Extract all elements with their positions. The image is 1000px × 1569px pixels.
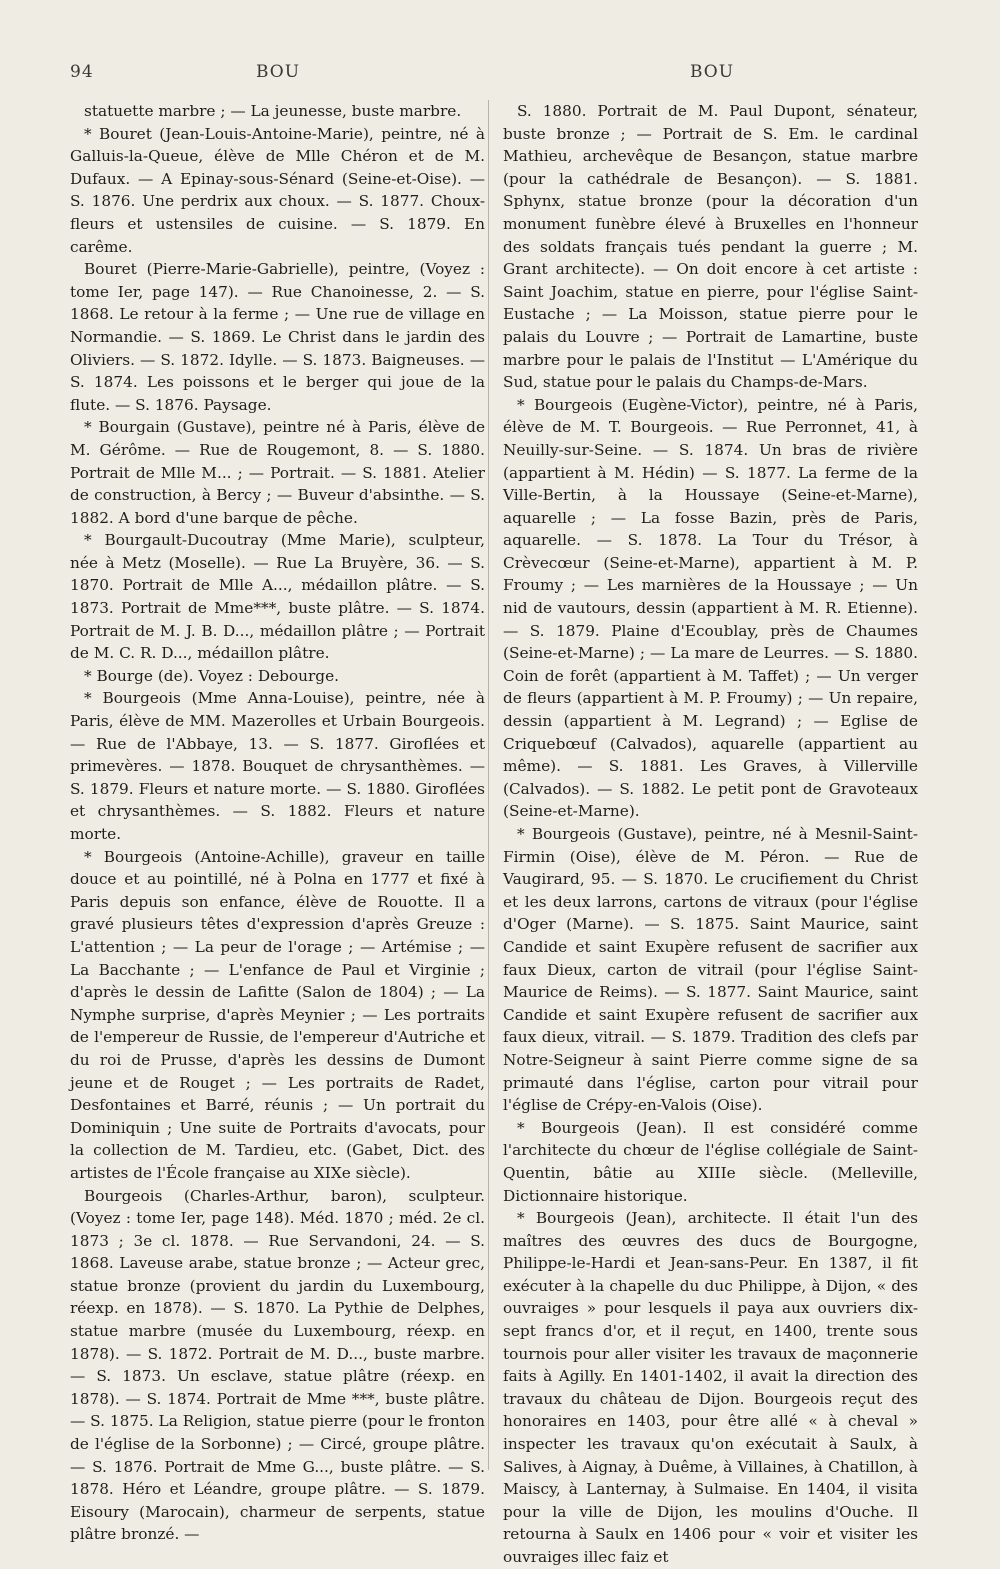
- entry-bourgeois-jean-2: * Bourgeois (Jean), architecte. Il était l'un des maîtres des œuvres des ducs de Bourgogne, Philippe-le-Hardi et Jean-sans-Peur. En 1387, il fit exécuter à la chapelle du duc Philippe, à Dijon, « des ouvraiges » pour lesquels il paya aux ouvriers dix-sept francs d'or, et il reçut, en 1400, trente sous tournois pour aller visiter les travaux de maçonnerie faits à Agilly. En 1401-1402, il avait la direction des travaux du château de Dijon. Bourgeois reçut des honoraires en 1403, pour être allé « à cheval » inspecter les travaux qu'on exécutait à Saulx, à Salives, à Aignay, à Duême, à Villaines, à Chatillon, à Maiscy, à Lanternay, à Sulmaise. En 1404, il visita pour la ville de Dijon, les moulins d'Ouche. Il retourna à Saulx en 1406 pour « voir et visiter les ouvraiges illec faiz et: [503, 1209, 918, 1566]
- entry-continuation-right: S. 1880. Portrait de M. Paul Dupont, sénateur, buste bronze ; — Portrait de S. Em. le cardinal Mathieu, archevêque de Besançon, statue marbre (pour la cathédrale de Besançon). — S. 1881. Sphynx, statue bronze (pour la décoration d'un monument funèbre élevé à Bruxelles en l'honneur des soldats français tués pendant la guerre ; M. Grant architecte). — On doit encore à cet artiste : Saint Joachim, statue en pierre, pour l'église Saint-Eustache ; — La Moisson, statue pierre pour le palais du Louvre ; — Portrait de Lamartine, buste marbre pour le palais de l'Institut — L'Amérique du Sud, statue pour le palais du Champs-de-Mars.: [503, 102, 918, 392]
- right-column: [503, 100, 918, 1569]
- entry-bourgeois-jean-1: * Bourgeois (Jean). Il est considéré comme l'architecte du chœur de l'église collégiale de Saint-Quentin, bâtie au XIIIe siècle. (Melleville, Dictionnaire historique.: [503, 1118, 918, 1205]
- right-running-head: BOU: [690, 62, 735, 82]
- entry-bourgain: * Bourgain (Gustave), peintre né à Paris, élève de M. Gérôme. — Rue de Rougemont, 8. — S. 1880. Portrait de Mlle M... ; — Portrait. — S. 1881. Atelier de construction, à Bercy ; — Buveur d'absinthe. — S. 1882. A bord d'une barque de pêche.: [70, 418, 485, 527]
- left-running-head: BOU: [256, 62, 301, 82]
- entry-bourge: * Bourge (de). Voyez : Debourge.: [84, 666, 340, 685]
- entry-bourgeois-anna: * Bourgeois (Mme Anna-Louise), peintre, née à Paris, élève de MM. Mazerolles et Urbain Bourgeois. — Rue de l'Abbaye, 13. — S. 1877. Giroflées et primevères. — 1878. Bouquet de chrysanthèmes. — S. 1879. Fleurs et nature morte. — S. 1880. Giroflées et chrysanthèmes. — S. 1882. Fleurs et nature morte.: [70, 689, 485, 843]
- column-divider: [488, 100, 489, 1470]
- entry-bourgault-ducoutray: * Bourgault-Ducoutray (Mme Marie), sculpteur, née à Metz (Moselle). — Rue La Bruyère, 36. — S. 1870. Portrait de Mlle A..., médaillon plâtre. — S. 1873. Portrait de Mme***, buste plâtre. — S. 1874. Portrait de M. J. B. D..., médaillon plâtre ; — Portrait de M. C. R. D..., médaillon plâtre.: [70, 531, 485, 663]
- entry-continuation: statuette marbre ; — La jeunesse, buste marbre.: [84, 102, 462, 120]
- entry-bourgeois-gustave: * Bourgeois (Gustave), peintre, né à Mesnil-Saint-Firmin (Oise), élève de M. Péron. — Rue de Vaugirard, 95. — S. 1870. Le crucifiement du Christ et les deux larrons, cartons de vitraux (pour l'église d'Oger (Marne). — S. 1875. Saint Maurice, saint Candide et saint Exupère refusent de sacrifier aux faux Dieux, carton de vitrail (pour l'église Saint-Maurice de Reims). — S. 1877. Saint Maurice, saint Candide et saint Exupère refusent de sacrifier aux faux dieux, vitrail. — S. 1879. Tradition des clefs par Notre-Seigneur à saint Pierre comme signe de sa primauté dans l'église, carton pour vitrail pour l'église de Crépy-en-Valois (Oise).: [503, 825, 918, 1115]
- page-number: 94: [70, 62, 94, 82]
- left-column: [70, 100, 485, 1546]
- entry-bouret-jean: * Bouret (Jean-Louis-Antoine-Marie), peintre, né à Galluis-la-Queue, élève de Mlle Chéron et de M. Dufaux. — A Epinay-sous-Sénard (Seine-et-Oise). — S. 1876. Une perdrix aux choux. — S. 1877. Choux-fleurs et ustensiles de cuisine. — S. 1879. En carême.: [70, 124, 485, 256]
- entry-bouret-pierre: Bouret (Pierre-Marie-Gabrielle), peintre, (Voyez : tome Ier, page 147). — Rue Chanoinesse, 2. — S. 1868. Le retour à la ferme ; — Une rue de village en Normandie. — S. 1869. Le Christ dans le jardin des Oliviers. — S. 1872. Idylle. — S. 1873. Baigneuses. — S. 1874. Les poissons et le berger qui joue de la flute. — S. 1876. Paysage.: [70, 260, 485, 414]
- entry-bourgeois-charles: Bourgeois (Charles-Arthur, baron), sculpteur. (Voyez : tome Ier, page 148). Méd. 1870 ; méd. 2e cl. 1873 ; 3e cl. 1878. — Rue Servandoni, 24. — S. 1868. Laveuse arabe, statue bronze ; — Acteur grec, statue bronze (provient du jardin du Luxembourg, réexp. en 1878). — S. 1870. La Pythie de Delphes, statue marbre (musée du Luxembourg, réexp. en 1878). — S. 1872. Portrait de M. D..., buste marbre. — S. 1873. Un esclave, statue plâtre (réexp. en 1878). — S. 1874. Portrait de Mme ***, buste plâtre. — S. 1875. La Religion, statue pierre (pour le fronton de l'église de la Sorbonne) ; — Circé, groupe plâtre. — S. 1876. Portrait de Mme G..., buste plâtre. — S. 1878. Héro et Léandre, groupe plâtre. — S. 1879. Eisoury (Marocain), charmeur de serpents, statue plâtre bronzé. —: [70, 1186, 485, 1544]
- entry-bourgeois-eugene: * Bourgeois (Eugène-Victor), peintre, né à Paris, élève de M. T. Bourgeois. — Rue Perronnet, 41, à Neuilly-sur-Seine. — S. 1874. Un bras de rivière (appartient à M. Hédin) — S. 1877. La ferme de la Ville-Bertin, à la Houssaye (Seine-et-Marne), aquarelle ; — La fosse Bazin, près de Paris, aquarelle. — S. 1878. La Tour du Trésor, à Crèvecœur (Seine-et-Marne), appartient à M. P. Froumy ; — Les marnières de la Houssaye ; — Un nid de vautours, dessin (appartient à M. R. Etienne). — S. 1879. Plaine d'Ecoublay, près de Chaumes (Seine-et-Marne) ; — La mare de Leurres. — S. 1880. Coin de forêt (appartient à M. Taffet) ; — Un verger de fleurs (appartient à M. P. Froumy) ; — Un repaire, dessin (appartient à M. Legrand) ; — Eglise de Criquebœuf (Calvados), aquarelle (appartient au même). — S. 1881. Les Graves, à Villerville (Calvados). — S. 1882. Le petit pont de Gravoteaux (Seine-et-Marne).: [503, 395, 918, 821]
- entry-bourgeois-antoine: * Bourgeois (Antoine-Achille), graveur en taille douce et au pointillé, né à Polna en 1777 et fixé à Paris depuis son enfance, élève de Rouotte. Il a gravé plusieurs têtes d'expression d'après Greuze : L'attention ; — La peur de l'orage ; — Artémise ; — La Bacchante ; — L'enfance de Paul et Virginie ; d'après le dessin de Lafitte (Salon de 1804) ; — La Nymphe surprise, d'après Meynier ; — Les portraits de l'empereur de Russie, de l'empereur d'Autriche et du roi de Prusse, d'après les dessins de Dumont jeune et de Rouget ; — Les portraits de Radet, Desfontaines et Barré, réunis ; — Un portrait du Dominiquin ; Une suite de Portraits d'avocats, pour la collection de M. Tardieu, etc. (Gabet, Dict. des artistes de l'École française au XIXe siècle).: [70, 847, 485, 1182]
